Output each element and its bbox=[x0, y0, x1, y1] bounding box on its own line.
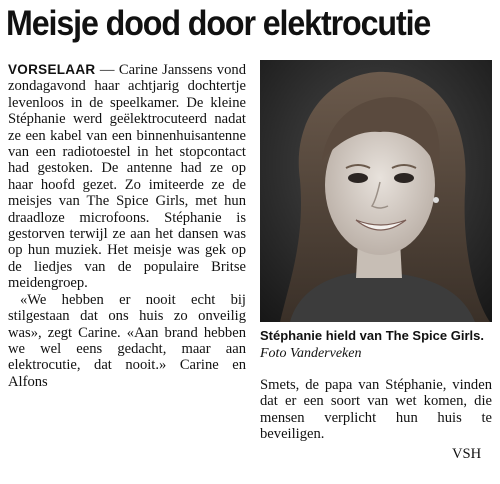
lead-paragraph bbox=[8, 62, 246, 292]
lead-text: — Carine Janssens vond zondagavond haar achtjarig dochtertje levenloos in de speelkamer. De kleine Stéphanie werd geëlektrocuteerd nadat ze een kabel van een binnenhuisantenne van een radiotoestel in het stopcontact had gestoken. De antenne had ze op haar hoofd gezet. Zo imiteerde ze de meisjes van The Spice Girls, met hun draadloze microfoons. Stéphanie is gestorven terwijl ze aan het dansen was op hun muziek. Het meisje was gek op de liedjes van de populaire Britse meidengroep. bbox=[8, 62, 246, 292]
headline: Meisje dood door elektrocutie bbox=[6, 4, 431, 43]
caption-text: Stéphanie hield van The Spice Girls. bbox=[260, 328, 484, 343]
photo-caption bbox=[260, 327, 494, 362]
continued-paragraph: Smets, de papa van Stéphanie, vinden dat er een soort van wet komen, die mensen verplicht hun huis te beveiligen. bbox=[260, 377, 492, 443]
article-body-right-column bbox=[260, 377, 492, 443]
author-byline: VSH bbox=[452, 446, 482, 462]
girl-portrait-image bbox=[260, 60, 492, 322]
dateline: VORSELAAR bbox=[8, 62, 96, 77]
photo-credit: Foto Vanderveken bbox=[260, 346, 362, 361]
article-body-left-column bbox=[8, 62, 246, 390]
article-photo bbox=[260, 60, 492, 322]
quote-paragraph: «We hebben er nooit echt bij stilgestaan dat ons huis zo onveilig was», zegt Carine. «Aan brand hebben we wel eens gedacht, maar aan elektrocutie, dat nooit.» Carine en Alfons bbox=[8, 291, 246, 390]
